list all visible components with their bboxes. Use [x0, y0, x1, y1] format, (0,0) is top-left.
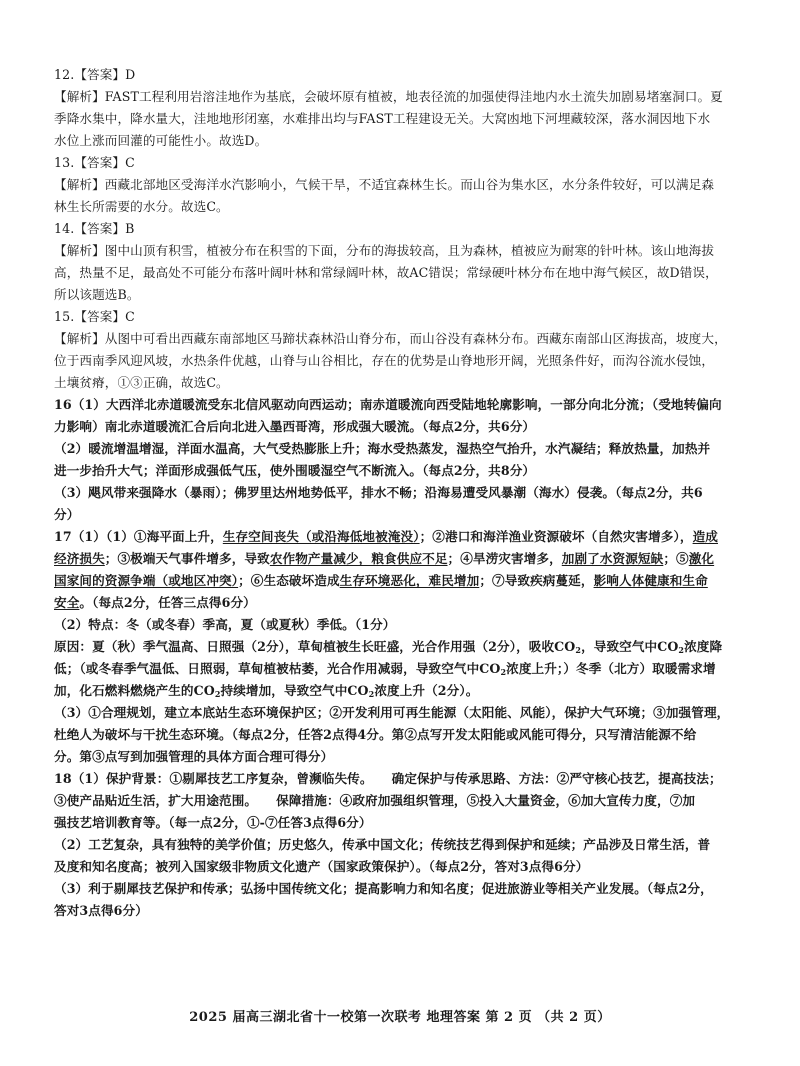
- text-segment: 14.【答案】B: [54, 221, 135, 236]
- text-segment: 【解析】从图中可看出西藏东南部地区马蹄状森林沿山脊分布，而山谷没有森林分布。西藏东南部山区海拔高，坡度大，: [54, 331, 727, 346]
- text-line: [54, 86, 752, 108]
- text-segment: 强技艺培训教育等。（每一点2分，①-⑦任答3点得6分）: [54, 815, 372, 830]
- text-line: [54, 790, 752, 812]
- text-line: [54, 636, 752, 658]
- text-line: [54, 416, 752, 438]
- text-segment: 【解析】FAST工程利用岩溶洼地作为基底，会破坏原有植被，地表径流的加强使得洼地内水土流失加剧易堵塞洞口。夏: [54, 89, 723, 104]
- text-segment: ；⑦导致疾病蔓延，: [479, 573, 594, 588]
- underlined-text: 国家间的资源争端（或地区冲突）: [54, 573, 239, 588]
- text-line: [54, 350, 752, 372]
- text-line: [54, 306, 752, 328]
- text-line: [54, 218, 752, 240]
- underlined-text: 安全: [54, 595, 80, 610]
- text-segment: 【解析】图中山顶有积雪，植被分布在积雪的下面，分布的海拔较高，且为森林，植被应为耐寒的针叶林。该山地海拔: [54, 243, 715, 258]
- text-line: [54, 548, 752, 570]
- text-line: [54, 526, 752, 548]
- text-line: [54, 438, 752, 460]
- text-line: [54, 768, 752, 790]
- text-line: [54, 702, 752, 724]
- subscript: 2: [214, 689, 221, 699]
- text-segment: 季降水集中，降水量大，洼地地形闭塞，水难排出均与FAST工程建设无关。大窝凼地下河埋藏较深，落水洞因地下水: [54, 111, 711, 126]
- text-line: [54, 724, 752, 746]
- text-segment: （3）利于剔犀技艺保护和传承；弘扬中国传统文化；提高影响力和知名度；促进旅游业等相关产业发展。（每点2分，: [54, 881, 713, 896]
- text-segment: 16（1）大西洋北赤道暖流受东北信风驱动向西运动；南赤道暖流向西受陆地轮廓影响，一部分向北分流；（受地转偏向: [54, 397, 722, 412]
- text-segment: 及度和知名度高；被列入国家级非物质文化遗产（国家政策保护）。（每点2分，答对3点得6分）: [54, 859, 589, 874]
- text-segment: 答对3点得6分）: [54, 903, 148, 918]
- text-segment: 高，热量不足，最高处不可能分布落叶阔叶林和常绿阔叶林，故AC错误；常绿硬叶林分布在地中海气候区，故D错误，: [54, 265, 718, 280]
- text-segment: 水位上涨而回灌的可能性小。故选D。: [54, 133, 268, 148]
- text-segment: 分。第③点写到加强管理的具体方面合理可得分）: [54, 749, 334, 764]
- text-line: [54, 504, 752, 526]
- text-line: [54, 658, 752, 680]
- text-segment: （2）工艺复杂，具有独特的美学价值；历史悠久，传承中国文化；传统技艺得到保护和延续；产品涉及日常生活，普: [54, 837, 711, 852]
- text-segment: 浓度降: [684, 639, 723, 654]
- text-line: [54, 262, 752, 284]
- subscript: 2: [368, 689, 375, 699]
- text-segment: ；③极端天气事件增多，导致: [104, 551, 270, 566]
- text-line: [54, 834, 752, 856]
- text-segment: 低；（或冬春季气温低、日照弱，草甸植被枯萎，光合作用减弱，导致空气中CO: [54, 661, 501, 676]
- text-line: [54, 284, 752, 306]
- text-line: [54, 900, 752, 922]
- text-line: [54, 64, 752, 86]
- text-line: [54, 856, 752, 878]
- page-footer: 2025 届高三湖北省十一校第一次联考 地理答案 第 2 页 （共 2 页）: [189, 1010, 611, 1025]
- text-line: [54, 592, 752, 614]
- text-segment: ③使产品贴近生活，扩大用途范围。 保障措施：④政府加强组织管理，⑤投入大量资金，⑥加大宣传力度，⑦加: [54, 793, 696, 808]
- text-segment: 13.【答案】C: [54, 155, 135, 170]
- text-segment: 12.【答案】D: [54, 67, 136, 82]
- text-segment: 林生长所需要的水分。故选C。: [54, 199, 229, 214]
- underlined-text: 生存环境恶化，难民增加: [339, 573, 480, 588]
- text-line: [54, 240, 752, 262]
- text-line: [54, 746, 752, 768]
- text-segment: 浓度上升；）冬季（北方）取暖需求增: [506, 661, 716, 676]
- underlined-text: 经济损失: [54, 551, 105, 566]
- text-line: [54, 174, 752, 196]
- text-segment: 持续增加，导致空气中CO: [220, 683, 369, 698]
- text-line: [54, 812, 752, 834]
- text-line: [54, 152, 752, 174]
- text-segment: （3）飓风带来强降水（暴雨）；佛罗里达州地势低平，排水不畅；沿海易遭受风暴潮（海水）侵袭。（每点2分，共6: [54, 485, 703, 500]
- text-segment: ；⑤: [663, 551, 689, 566]
- text-segment: （3）①合理规划，建立本底站生态环境保护区；②开发利用可再生能源（太阳能、风能），保护大气环境；③加强管理，: [54, 705, 730, 720]
- text-segment: 力影响）南北赤道暖流汇合后向北进入墨西哥湾，形成强大暖流。（每点2分，共6分）: [54, 419, 536, 434]
- text-segment: 土壤贫瘠，①③正确，故选C。: [54, 375, 229, 390]
- underlined-text: 影响人体健康和生命: [593, 573, 708, 588]
- underlined-text: 农作物产量减少，粮食供应不足: [269, 551, 448, 566]
- text-line: [54, 108, 752, 130]
- text-line: [54, 196, 752, 218]
- text-line: [54, 878, 752, 900]
- text-line: [54, 614, 752, 636]
- text-line: [54, 460, 752, 482]
- text-segment: 进一步抬升大气；洋面形成强低气压，使外围暖湿空气不断流入。（每点2分，共8分）: [54, 463, 536, 478]
- text-segment: ，导致空气中CO: [581, 639, 679, 654]
- answer-page-body: [54, 64, 752, 922]
- subscript: 2: [500, 667, 507, 677]
- text-segment: 浓度上升（2分）。: [374, 683, 479, 698]
- underlined-text: 生存空间丧失（或沿海低地被淹没）: [222, 529, 420, 544]
- text-segment: 【解析】西藏北部地区受海洋水汽影响小，气候干旱，不适宜森林生长。而山谷为集水区，水分条件较好，可以满足森: [54, 177, 715, 192]
- underlined-text: 激化: [688, 551, 715, 566]
- text-segment: 原因：夏（秋）季气温高、日照强（2分），草甸植被生长旺盛，光合作用强（2分），吸收CO: [54, 639, 576, 654]
- text-segment: 杜绝人为破坏与干扰生态环境。（每点2分，任答2点得4分。第②点写开发太阳能或风能可得分，只写清洁能源不给: [54, 727, 697, 742]
- underlined-text: 造成: [692, 529, 718, 544]
- text-segment: 。（每点2分，任答三点得6分）: [79, 595, 256, 610]
- text-segment: 15.【答案】C: [54, 309, 135, 324]
- text-line: [54, 482, 752, 504]
- text-segment: （2）特点：冬（或冬春）季高，夏（或夏秋）季低。（1分）: [54, 617, 396, 632]
- text-segment: 17（1）（1）①海平面上升，: [54, 529, 223, 544]
- text-segment: 所以该题选B。: [54, 287, 140, 302]
- text-line: [54, 328, 752, 350]
- text-segment: ；④旱涝灾害增多，: [447, 551, 562, 566]
- text-segment: 分）: [54, 507, 80, 522]
- text-segment: ；②港口和海洋渔业资源破坏（自然灾害增多），: [419, 529, 693, 544]
- text-line: [54, 372, 752, 394]
- subscript: 2: [575, 645, 582, 655]
- text-segment: （2）暖流增温增湿，洋面水温高，大气受热膨胀上升；海水受热蒸发，湿热空气抬升，水汽凝结；释放热量，加热并: [54, 441, 711, 456]
- text-line: [54, 570, 752, 592]
- text-segment: ；⑥生态破坏造成: [238, 573, 340, 588]
- text-line: [54, 680, 752, 702]
- text-segment: 加，化石燃料燃烧产生的CO: [54, 683, 215, 698]
- text-line: [54, 394, 752, 416]
- text-line: [54, 130, 752, 152]
- text-segment: 18（1）保护背景：①剔犀技艺工序复杂，曾濒临失传。 确定保护与传承思路、方法：②严守核心技艺，提高技法；: [54, 771, 722, 786]
- underlined-text: 加剧了水资源短缺: [561, 551, 664, 566]
- text-segment: 位于西南季风迎风坡，水热条件优越，山脊与山谷相比，存在的优势是山脊地形开阔，光照条件好，而沟谷流水侵蚀，: [54, 353, 715, 368]
- subscript: 2: [678, 645, 685, 655]
